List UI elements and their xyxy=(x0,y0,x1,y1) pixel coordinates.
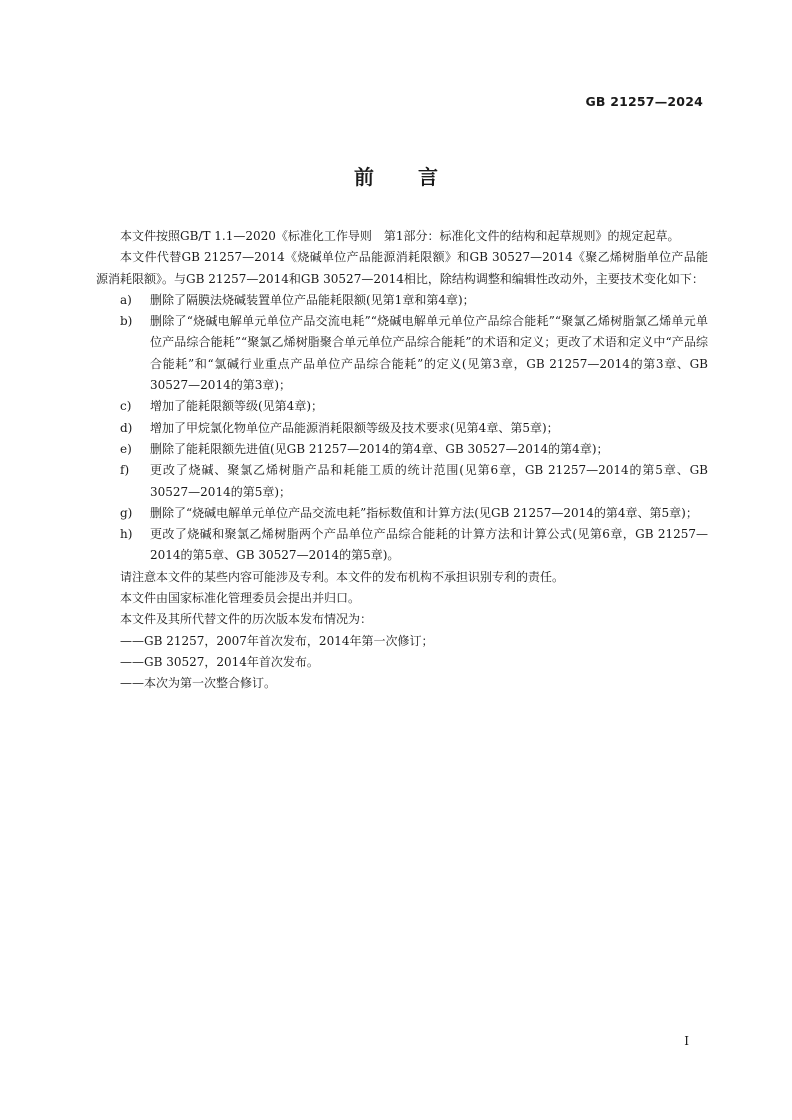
list-item-label: d) xyxy=(120,420,133,435)
list-item-label: b) xyxy=(120,314,133,329)
list-item-text: 删除了隔膜法烧碱装置单位产品能耗限额(见第1章和第4章)； xyxy=(150,292,475,307)
title-char-1: 前 xyxy=(354,165,374,189)
list-item xyxy=(96,396,708,417)
paragraph: 请注意本文件的某些内容可能涉及专利。本文件的发布机构不承担识别专利的责任。 xyxy=(120,569,565,584)
list-item-label: f) xyxy=(120,463,130,478)
list-item xyxy=(96,439,708,460)
list-item xyxy=(96,311,708,396)
list-item xyxy=(96,290,708,311)
history-entry: ——GB 21257，2007年首次发布，2014年第一次修订； xyxy=(120,633,434,648)
list-item xyxy=(96,524,708,567)
paragraph: 本文件及其所代替文件的历次版本发布情况为： xyxy=(120,612,373,627)
foreword-body xyxy=(96,226,708,695)
list-item-text: 增加了甲烷氯化物单位产品能源消耗限额等级及技术要求(见第4章、第5章)； xyxy=(150,420,559,435)
history-entry: ——GB 30527，2014年首次发布。 xyxy=(120,654,319,669)
list-item xyxy=(96,460,708,503)
page-number: I xyxy=(684,1034,689,1048)
list-item xyxy=(96,503,708,524)
list-item xyxy=(96,418,708,439)
standard-code: GB 21257—2024 xyxy=(585,94,703,109)
list-item-label: c) xyxy=(120,399,132,414)
list-item-label: e) xyxy=(120,441,132,456)
page-title xyxy=(0,161,792,190)
list-item-text: 更改了烧碱和聚氯乙烯树脂两个产品单位产品综合能耗的计算方法和计算公式(见第6章，GB 21257—2014的第5章、GB 30527—2014的第5章)。 xyxy=(150,527,708,563)
paragraph: 本文件由国家标准化管理委员会提出并归口。 xyxy=(120,591,361,606)
title-char-2: 言 xyxy=(418,165,438,189)
list-item-text: 删除了“烧碱电解单元单位产品交流电耗”“烧碱电解单元单位产品综合能耗”“聚氯乙烯树脂氯乙烯单元单位产品综合能耗”“聚氯乙烯树脂聚合单元单位产品综合能耗”的术语和定义；更改了术语和定义中“产品综合能耗”和“氯碱行业重点产品单位产品综合能耗”的定义(见第3章，GB 21257—2014的第3章、GB 30527—2014的第3章)； xyxy=(150,314,708,393)
paragraph: 本文件按照GB/T 1.1—2020《标准化工作导则 第1部分：标准化文件的结构和起草规则》的规定起草。 xyxy=(120,229,680,243)
list-item-text: 删除了能耗限额先进值(见GB 21257—2014的第4章、GB 30527—2014的第4章)； xyxy=(150,441,609,456)
paragraph: 本文件代替GB 21257—2014《烧碱单位产品能源消耗限额》和GB 30527—2014《聚乙烯树脂单位产品能源消耗限额》。与GB 21257—2014和GB 30527—2014相比，除结构调整和编辑性改动外，主要技术变化如下： xyxy=(96,250,708,286)
list-item-label: a) xyxy=(120,292,132,307)
list-item-label: g) xyxy=(120,505,133,520)
list-item-text: 增加了能耗限额等级(见第4章)； xyxy=(150,399,323,414)
list-item-text: 更改了烧碱、聚氯乙烯树脂产品和耗能工质的统计范围(见第6章，GB 21257—2014的第5章、GB 30527—2014的第5章)； xyxy=(150,463,708,499)
list-item-text: 删除了“烧碱电解单元单位产品交流电耗”指标数值和计算方法(见GB 21257—2014的第4章、第5章)； xyxy=(150,505,698,520)
list-item-label: h) xyxy=(120,527,133,542)
history-entry: ——本次为第一次整合修订。 xyxy=(120,676,277,691)
